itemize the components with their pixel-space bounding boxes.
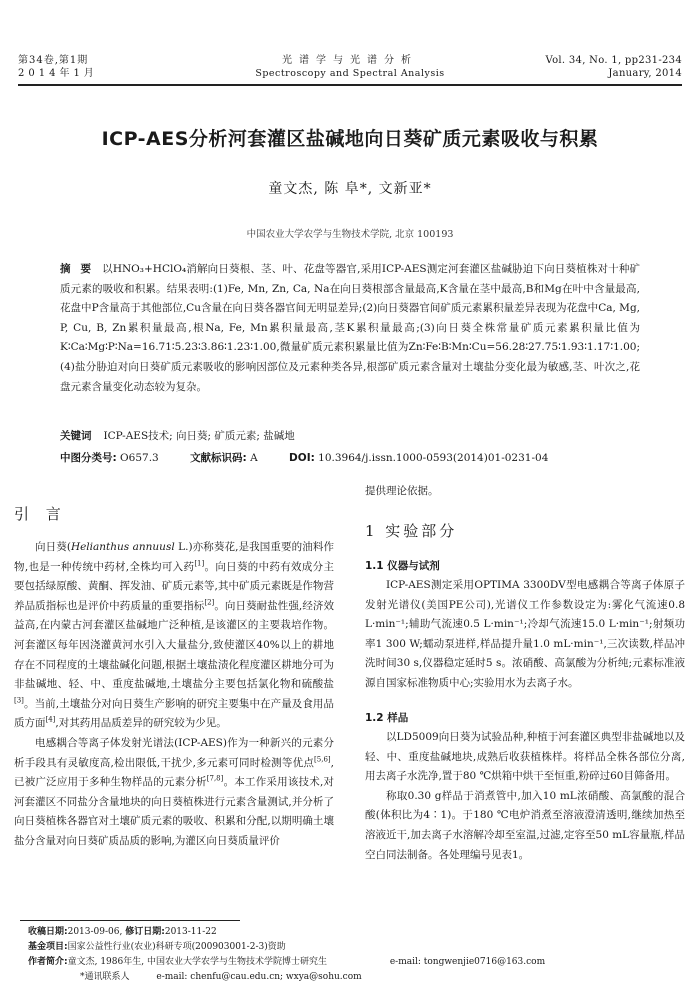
- instrument-paragraph: ICP-AES测定采用OPTIMA 3300DV型电感耦合等离子体原子发射光谱仪(美国PE公司),光谱仪工作参数设定为:雾化气流速0.8 L·min⁻¹;辅助气流速0.5 L·min⁻¹;冷却气流速15.0 L·min⁻¹;射频功率1 300 W;蠕动泵进样,样品提升量1.0 mL·min⁻¹,三次读数,样品冲洗时间30 s,仪器稳定延时5 s。浓硝酸、高氯酸为分析纯;元素标准液源自国家标准物质中心;实验用水为去离子水。: [365, 579, 685, 689]
- corresponding-label: *通讯联系人: [80, 972, 130, 982]
- doc-code-value: A: [250, 452, 258, 464]
- fund-line: [28, 940, 688, 955]
- revised-label: 修订日期:: [125, 927, 165, 937]
- subsection-1-2-heading: 1.2 样品: [365, 712, 409, 724]
- subsection-1-1-body: [365, 576, 685, 694]
- citation: [5,6]: [314, 755, 331, 764]
- author-email: e-mail: tongwenjie0716@163.com: [389, 957, 546, 967]
- clc-label: 中图分类号:: [60, 452, 117, 464]
- journal-title-cn: 光谱学与光谱分析: [282, 55, 418, 66]
- subsection-1-2-body: [365, 728, 685, 865]
- intro-paragraph-1: [14, 538, 334, 734]
- header-rule: [18, 84, 682, 86]
- intro-text: ,对其药用品质差异的研究较为少见。: [55, 717, 227, 730]
- fund-text: 国家公益性行业(农业)科研专项(200903001-2-3)资助: [67, 942, 286, 952]
- citation: [7,8]: [206, 774, 224, 783]
- paper-title: ICP-AES分析河套灌区盐碱地向日葵矿质元素吸收与积累: [101, 128, 599, 150]
- intro-text: 。当前,土壤盐分对向日葵生产影响的研究主要集中在产量及食用品质方面: [14, 697, 334, 730]
- abstract-text: 以HNO₃+HClO₄消解向日葵根、茎、叶、花盘等器官,采用ICP-AES测定河套灌区盐碱胁迫下向日葵植株对十种矿质元素的吸收和积累。结果表明:(1)Fe, Mn, Zn, Ca, Na在向日葵根部含量最高,K含量在茎中最高,B和Mg在叶中含量最高,花盘中P含量高于其他部位,Cu含量在向日葵各器官间无明显差异;(2)向日葵器官间矿质元素累积量差异表现为花盘中Ca, Mg, P, Cu, B, Zn累积量最高,根Na, Fe, Mn累积量最高,茎K累积量最高;(3)向日葵全株常量矿质元素累积量比值为K∶Ca∶Mg∶P∶Na=16.71∶5.23∶3.86∶1.23∶1.00,微量矿质元素积累量比值为Zn∶Fe∶B∶Mn∶Cu=56.28∶27.75∶1.93∶1.17∶1.00;(4)盐分胁迫对向日葵矿质元素吸收的影响因部位及元素种类各异,根部矿质元素含量对土壤盐分变化最为敏感,茎、叶次之,花盘元素含量变化动态较为复杂。: [60, 263, 640, 393]
- date-cn: 2014年1月: [18, 68, 98, 79]
- doc-code-label: 文献标识码:: [190, 452, 247, 464]
- abstract-label: 摘 要: [60, 263, 95, 275]
- keywords-text: ICP-AES技术; 向日葵; 矿质元素; 盐碱地: [103, 430, 295, 442]
- affiliation: 中国农业大学农学与生物技术学院, 北京 100193: [246, 229, 454, 240]
- intro-text: L.)亦称葵花,是我国重要的油料作物,也是一种传统中药材,全株均可入药: [14, 541, 334, 573]
- doi-label: DOI:: [289, 452, 315, 464]
- authors: 童文杰, 陈 阜*, 文新亚*: [268, 181, 432, 197]
- doi-value: 10.3964/j.issn.1000-0593(2014)01-0231-04: [318, 452, 549, 464]
- continued-text: 提供理论依据。: [365, 485, 439, 497]
- fund-label: 基金项目:: [28, 942, 68, 952]
- intro-text: 。向日葵耐盐性强,经济效益高,在内蒙古河套灌区盐碱地广泛种植,是该灌区的主要栽培作物。河套灌区每年因浇灌黄河水引入大量盐分,致使灌区40%以上的耕地存在不同程度的土壤盐碱化问题,根据土壤盐渍化程度灌区耕地分可为非盐碱地、轻、中、重度盐碱地,土壤盐分主要包括氯化物和硫酸盐: [14, 599, 334, 691]
- abstract: [60, 260, 640, 397]
- intro-text: ,已被广泛应用于多种生物样品的元素分析: [14, 756, 334, 789]
- bio-line: [28, 955, 688, 970]
- latin-name: Helianthus annuusl: [70, 541, 175, 553]
- intro-text: 向日葵(: [35, 541, 71, 553]
- bio-label: 作者简介:: [28, 957, 68, 967]
- volume-pages-en: Vol. 34, No. 1, pp231-234: [545, 55, 682, 66]
- citation: [1]: [194, 559, 205, 568]
- citation: [4]: [45, 715, 56, 724]
- subsection-1-1-heading: 1.1 仪器与试剂: [365, 560, 440, 572]
- bio-text: 童文杰, 1986年生, 中国农业大学农学与生物技术学院博士研究生: [67, 957, 327, 967]
- citation: [2]: [204, 598, 215, 607]
- sample-paragraph-1: 以LD5009向日葵为试验品种,种植于河套灌区典型非盐碱地以及轻、中、重度盐碱地块,成熟后收获植株样。将样品全株各部位分离,用去离子水洗净,置于80 ℃烘箱中烘干至恒重,粉碎过60目筛备用。: [365, 731, 685, 783]
- citation: [3]: [14, 696, 24, 705]
- revised-date: 2013-11-22: [164, 927, 217, 937]
- corresponding-line: [28, 970, 688, 985]
- intro-body: [14, 538, 334, 852]
- clc-value: O657.3: [120, 452, 159, 464]
- received-date: 2013-09-06: [67, 927, 120, 937]
- intro-text: 。向日葵的中药有效成分主要包括绿原酸、黄酮、挥发油、矿质元素等,其中矿质元素既是作物营养品质指标也是评价中药质量的重要指标: [14, 560, 334, 612]
- sample-paragraph-2: 称取0.30 g样品于消煮管中,加入10 mL浓硝酸、高氯酸的混合酸(体积比为4∶1)。于180 ℃电炉消煮至溶液澄清透明,继续加热至溶液近干,加去离子水溶解冷却至室温,过滤,定容至50 mL容量瓶,样品空白同法制备。各处理编号见表1。: [365, 789, 685, 861]
- intro-text: 电感耦合等离子体发射光谱法(ICP-AES)作为一种新兴的元素分析手段具有灵敏度高,检出限低,干扰少,多元素可同时检测等优点: [14, 736, 334, 769]
- journal-title-en: Spectroscopy and Spectral Analysis: [255, 68, 445, 79]
- section-1-heading: 1 实验部分: [365, 522, 458, 540]
- footnote-rule: [20, 920, 240, 921]
- intro-heading: 引 言: [14, 505, 67, 523]
- intro-paragraph-2: [14, 734, 334, 852]
- date-en: January, 2014: [608, 68, 682, 79]
- classification-line: [60, 450, 660, 465]
- received-label: 收稿日期:: [28, 927, 68, 937]
- volume-issue-cn: 第34卷,第1期: [18, 55, 89, 66]
- dates-line: 收稿日期:2013-09-06, 修订日期:2013-11-22: [28, 927, 217, 937]
- keywords-label: 关键词: [60, 430, 92, 442]
- keywords: [60, 428, 640, 443]
- footnote: [28, 925, 688, 985]
- corresponding-email: e-mail: chenfu@cau.edu.cn; wxya@sohu.com: [156, 972, 362, 982]
- intro-text: 。本工作采用该技术,对河套灌区不同盐分含量地块的向日葵植株进行元素含量测试,并分析了向日葵植株各器官对土壤矿质元素的吸收、积累和分配,以期明确土壤盐分含量对向日葵矿质品质的影响,为灌区向日葵质量评价: [14, 776, 335, 847]
